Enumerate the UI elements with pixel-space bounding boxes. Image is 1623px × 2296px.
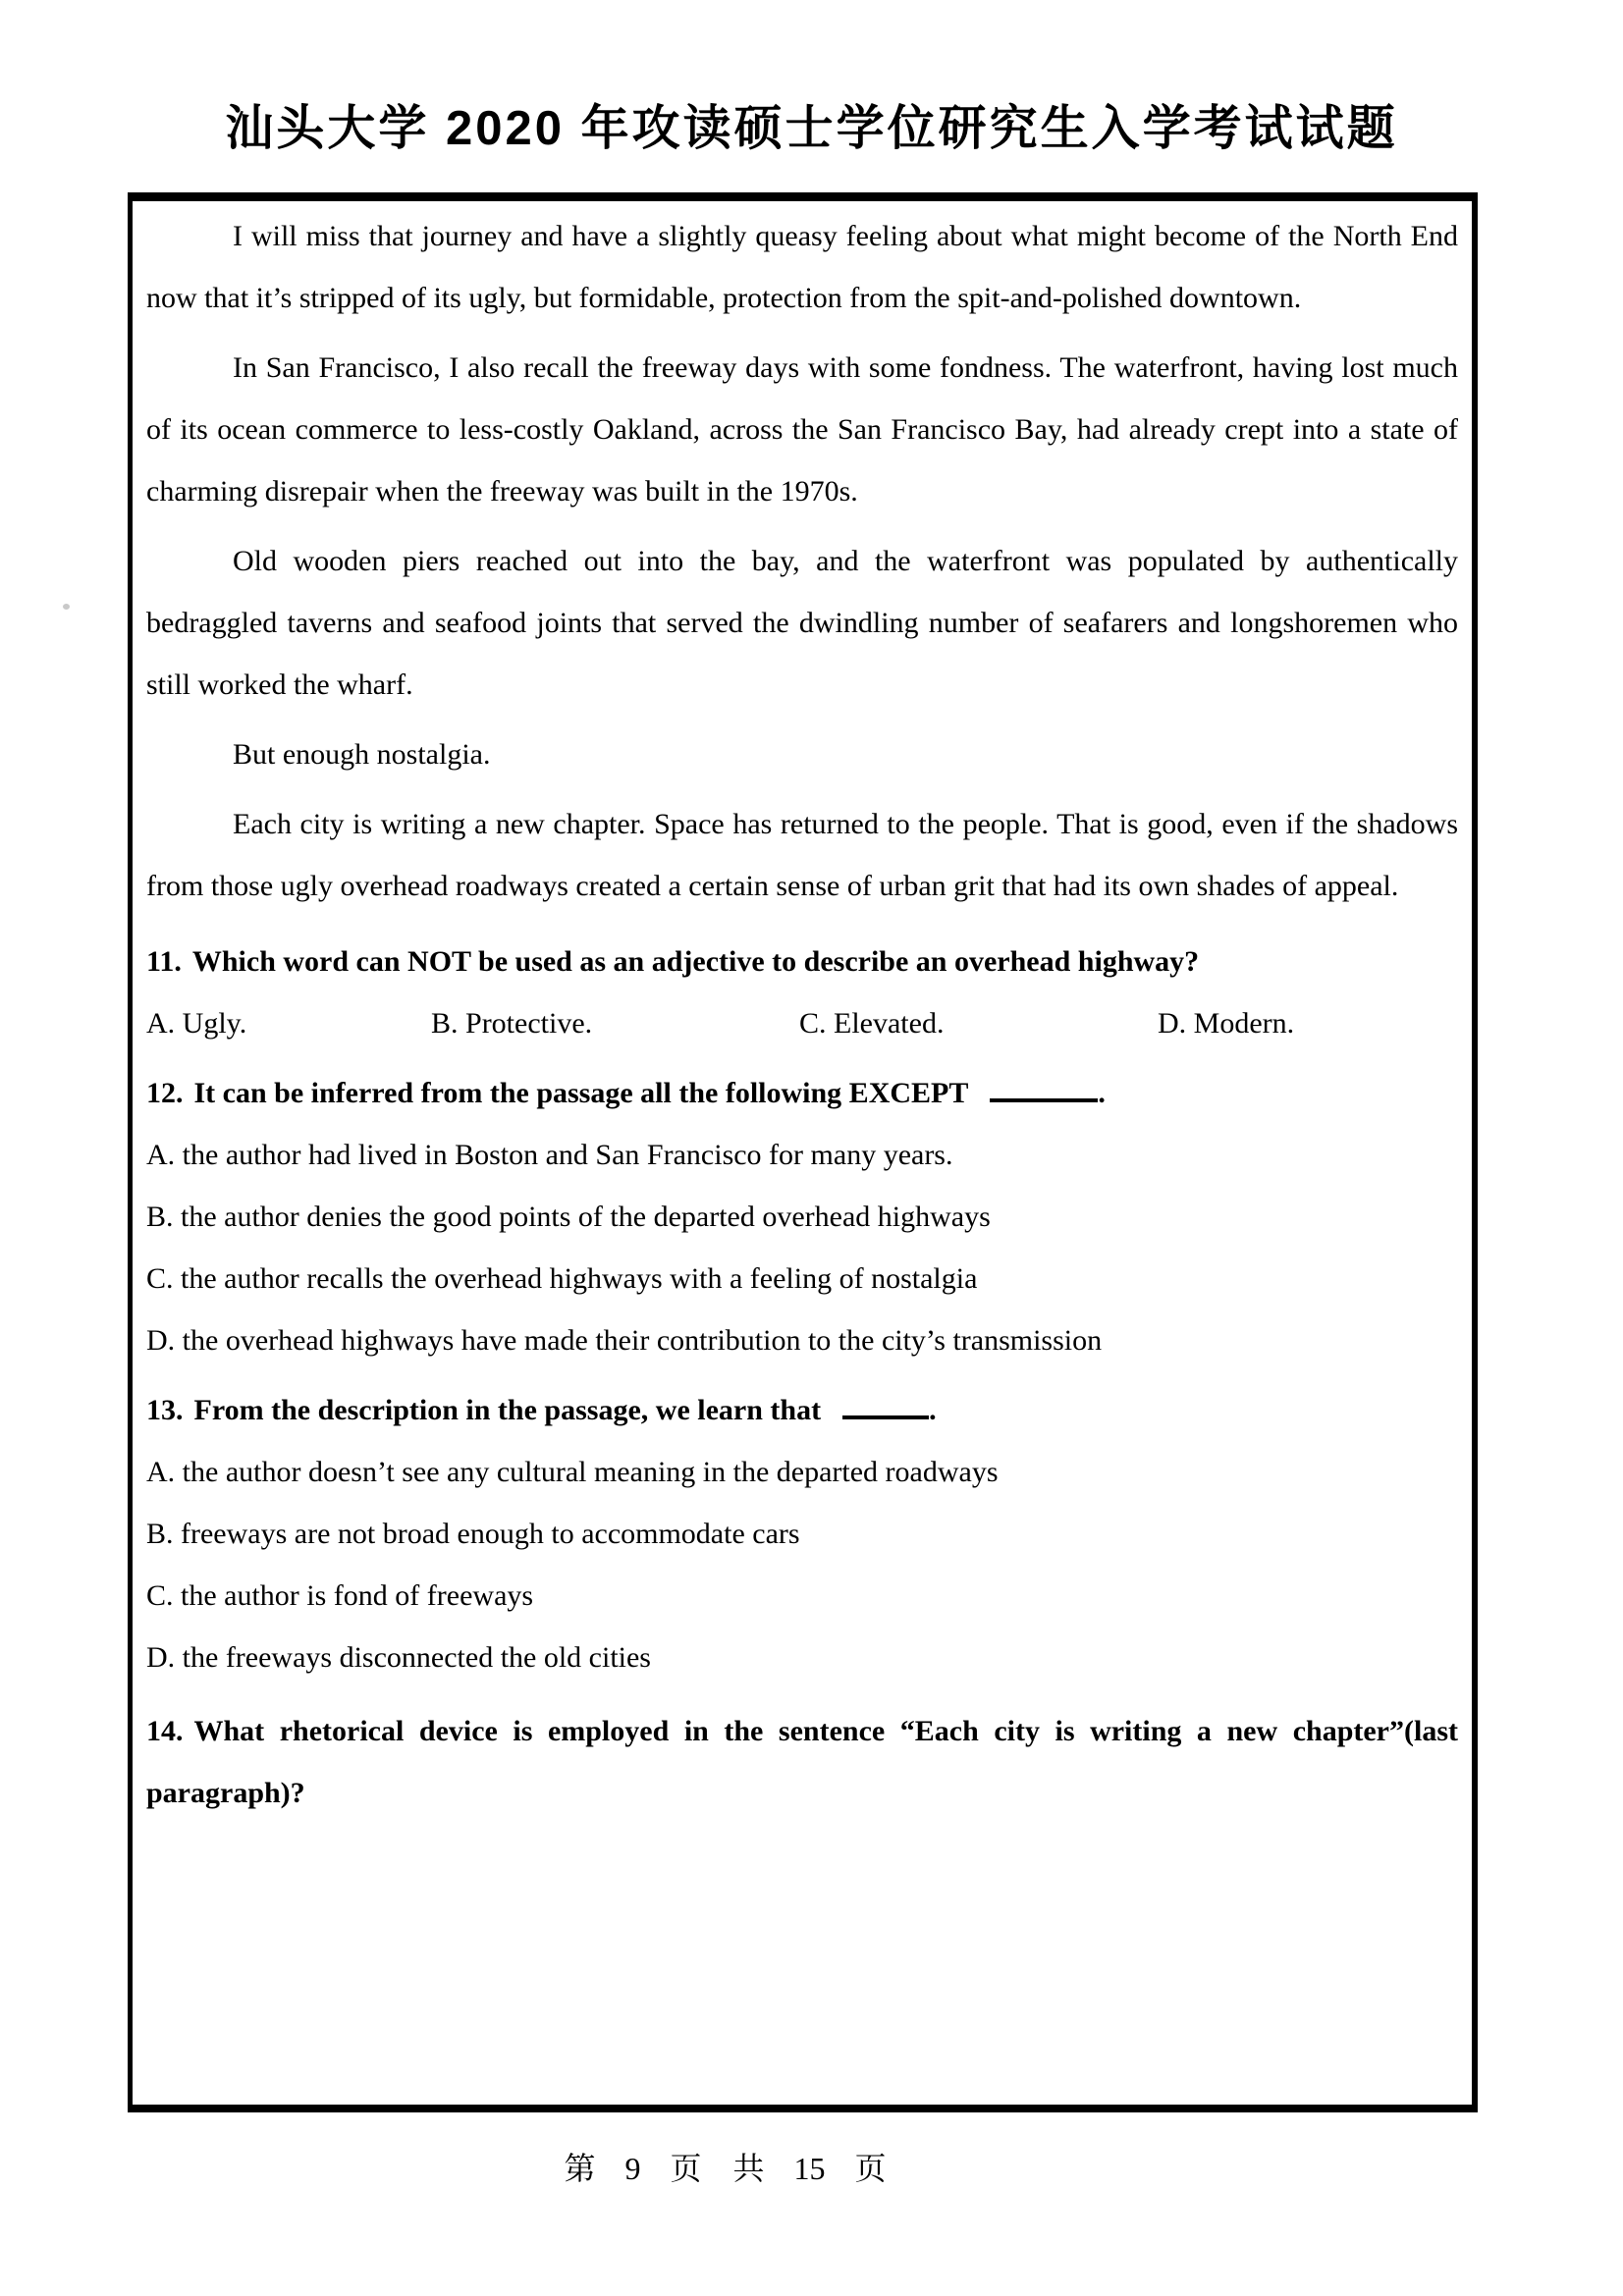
question-text: From the description in the passage, we learn that [193, 1394, 822, 1426]
question-number: 11. [146, 945, 182, 978]
question-11-stem [146, 931, 1458, 992]
answer-option: A. the author doesn’t see any cultural meaning in the departed roadways [146, 1456, 999, 1488]
question-text: It can be inferred from the passage all the following EXCEPT [193, 1077, 969, 1109]
passage-paragraph: But enough nostalgia. [233, 738, 491, 771]
answer-option: B. the author denies the good points of the departed overhead highways [146, 1201, 991, 1233]
passage-paragraph: I will miss that journey and have a slightly queasy feeling about what might become of the North End now that it’s stripped of its ugly, but formidable, protection from the spit-and-polished downtown. [146, 220, 1458, 314]
question-number: 14. [146, 1715, 184, 1747]
passage-paragraph: In San Francisco, I also recall the freeway days with some fondness. The waterfront, having lost much of its ocean commerce to less-costly Oakland, across the San Francisco Bay, had already crept into a state of charming disrepair when the freeway was built in the 1970s. [146, 351, 1458, 507]
question-text: Which word can NOT be used as an adjective to describe an overhead highway? [191, 945, 1200, 978]
answer-option: B. freeways are not broad enough to accommodate cars [146, 1518, 800, 1550]
question-number: 13. [146, 1394, 184, 1426]
page-footer: 第 9 页 共 15 页 [564, 2151, 887, 2186]
answer-option: A. Ugly. [146, 1007, 247, 1040]
answer-option: D. Modern. [1158, 1007, 1295, 1040]
page-title: 汕头大学 2020 年攻读硕士学位研究生入学考试试题 [225, 102, 1398, 155]
passage-paragraph: Each city is writing a new chapter. Space has returned to the people. That is good, even if the shadows from those ugly overhead roadways created a certain sense of urban grit that had its own shades of appeal. [146, 808, 1458, 902]
answer-option: D. the freeways disconnected the old cities [146, 1641, 651, 1674]
passage-paragraph: Old wooden piers reached out into the bay, and the waterfront was populated by authentically bedraggled taverns and seafood joints that served the dwindling number of seafarers and longshoremen who still worked the wharf. [146, 545, 1458, 701]
answer-option: D. the overhead highways have made their contribution to the city’s transmission [146, 1324, 1103, 1357]
answer-option: C. Elevated. [799, 1007, 945, 1040]
answer-blank [842, 1386, 929, 1419]
question-11-options-row [146, 992, 1458, 1054]
blank-period: . [1098, 1077, 1106, 1109]
question-number: 12. [146, 1077, 184, 1109]
question-12-stem [146, 1062, 1458, 1124]
answer-option: B. Protective. [431, 1007, 593, 1040]
blank-period: . [929, 1394, 937, 1426]
scan-speck [63, 604, 70, 610]
answer-option: A. the author had lived in Boston and San Francisco for many years. [146, 1139, 953, 1171]
answer-option: C. the author recalls the overhead highways with a feeling of nostalgia [146, 1262, 978, 1295]
answer-option: C. the author is fond of freeways [146, 1579, 534, 1612]
exam-content-box [128, 192, 1478, 2112]
question-13-stem [146, 1379, 1458, 1441]
question-text: What rhetorical device is employed in the sentence “Each city is writing a new chapter”(last paragraph)? [146, 1715, 1458, 1809]
question-14-stem [146, 1700, 1458, 1824]
answer-blank [990, 1069, 1098, 1102]
